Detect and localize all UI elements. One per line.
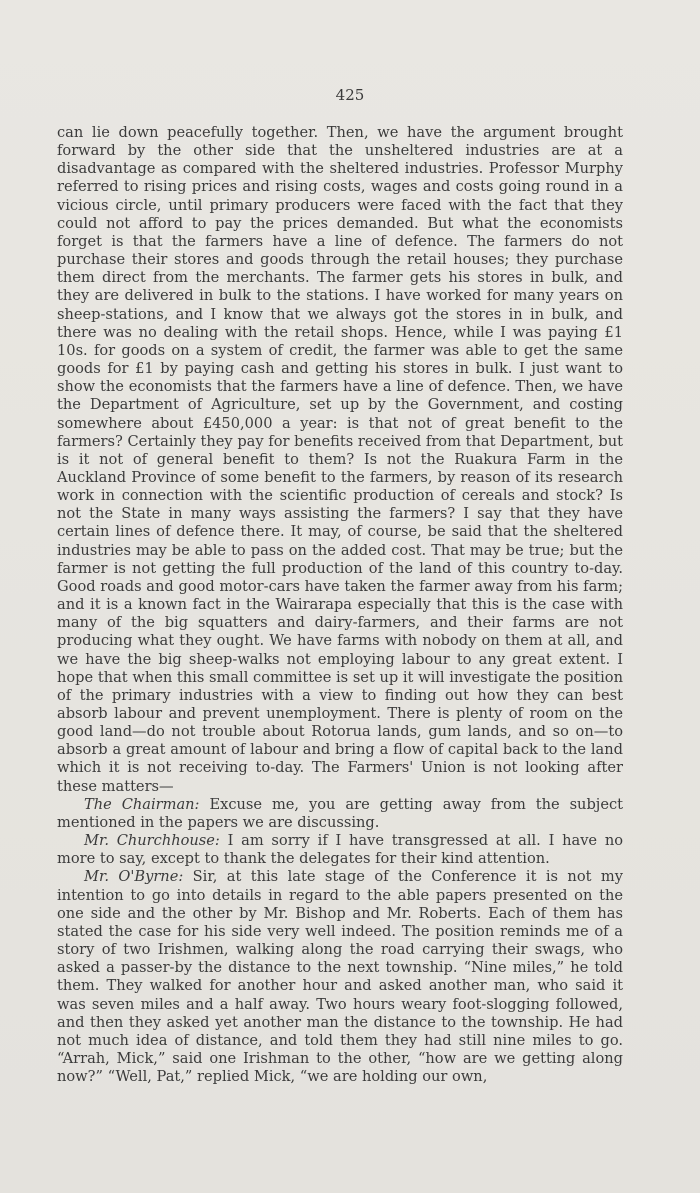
- speaker-name: The Chairman:: [84, 795, 200, 813]
- page-number: 425: [335, 86, 365, 104]
- paragraph-text: I am sorry if I have transgressed at all. I have no more to say, except to thank the delegates for their kind attention.: [57, 832, 624, 868]
- paragraph-3: [57, 832, 623, 868]
- speaker-name: Mr. Churchhouse:: [84, 832, 220, 850]
- paragraph-text: Sir, at this late stage of the Conference it is not my intention to go into details in regard to the able papers presented on the one side and the other by Mr. Bishop and Mr. Roberts. Each of them has stated the case for his side very well indeed. The position reminds me of a story of two Irishmen, walking along the road carrying their swags, who asked a passer-by the distance to the next township. “Nine miles,” he told them. They walked for another hour and asked another man, who said it was seven miles and a half away. Two hours weary foot-slogging followed, and then they asked yet another man the distance to the township. He had not much idea of distance, and told them they had still nine miles to go. “Arrah, Mick,” said one Irishman to the other, “how are we getting along now?” “Well, Pat,” replied Mick, “we are holding our own,: [57, 868, 623, 1086]
- paragraph-4: [57, 868, 623, 1086]
- speaker-name: Mr. O'Byrne:: [84, 868, 184, 886]
- paragraph-text: can lie down peacefully together. Then, we have the argument brought forward by the other side that the unsheltered industries are at a disadvantage as compared with the sheltered industries. Professor Murphy referred to rising prices and rising costs, wages and costs going round in a vicious circle, until primary producers were faced with the fact that they could not afford to pay the prices demanded. But what the economists forget is that the farmers have a line of defence. The farmers do not purchase their stores and goods through the retail houses; they purchase them direct from the merchants. The farmer gets his stores in bulk, and they are delivered in bulk to the stations. I have worked for many years on sheep-stations, and I know that we always got the stores in in bulk, and there was no dealing with the retail shops. Hence, while I was paying £1 10s. for goods on a system of credit, the farmer was able to get the same goods for £1 by paying cash and getting his stores in bulk. I just want to show the economists that the farmers have a line of defence. Then, we have the Department of Agriculture, set up by the Government, and costing somewhere about £450,000 a year: is that not of great benefit to the farmers? Certainly they pay for benefits received from that Department, but is it not of general benefit to them? Is not the Ruakura Farm in the Auckland Province of some benefit to the farmers, by reason of its research work in connection with the scientific production of cereals and stock? Is not the State in many ways assisting the farmers? I say that they have certain lines of defence there. It may, of course, be said that the sheltered industries may be able to pass on the added cost. That may be true; but the farmer is not getting the full production of the land of this country to-day. Good roads and good motor-cars have taken the farmer away from his farm; and it is a known fact in the Wairarapa especially that this is the case with many of the big squatters and dairy-farmers, and their farms are not producing what they ought. We have farms with nobody on them at all, and we have the big sheep-walks not employing labour to any great extent. I hope that when this small committee is set up it will investigate the position of the primary industries with a view to finding out how they can best absorb labour and prevent unemployment. There is plenty of room on the good land—do not trouble about Rotorua lands, gum lands, and so on—to absorb a great amount of labour and bring a flow of capital back to the land which it is not receiving to-day. The Farmers' Union is not looking after these matters—: [57, 124, 623, 795]
- body-text: [57, 124, 623, 1086]
- paragraph-1: [57, 124, 623, 796]
- paragraph-2: [57, 796, 623, 832]
- paragraph-text: Excuse me, you are getting away from the subject mentioned in the papers we are discussing.: [57, 795, 623, 831]
